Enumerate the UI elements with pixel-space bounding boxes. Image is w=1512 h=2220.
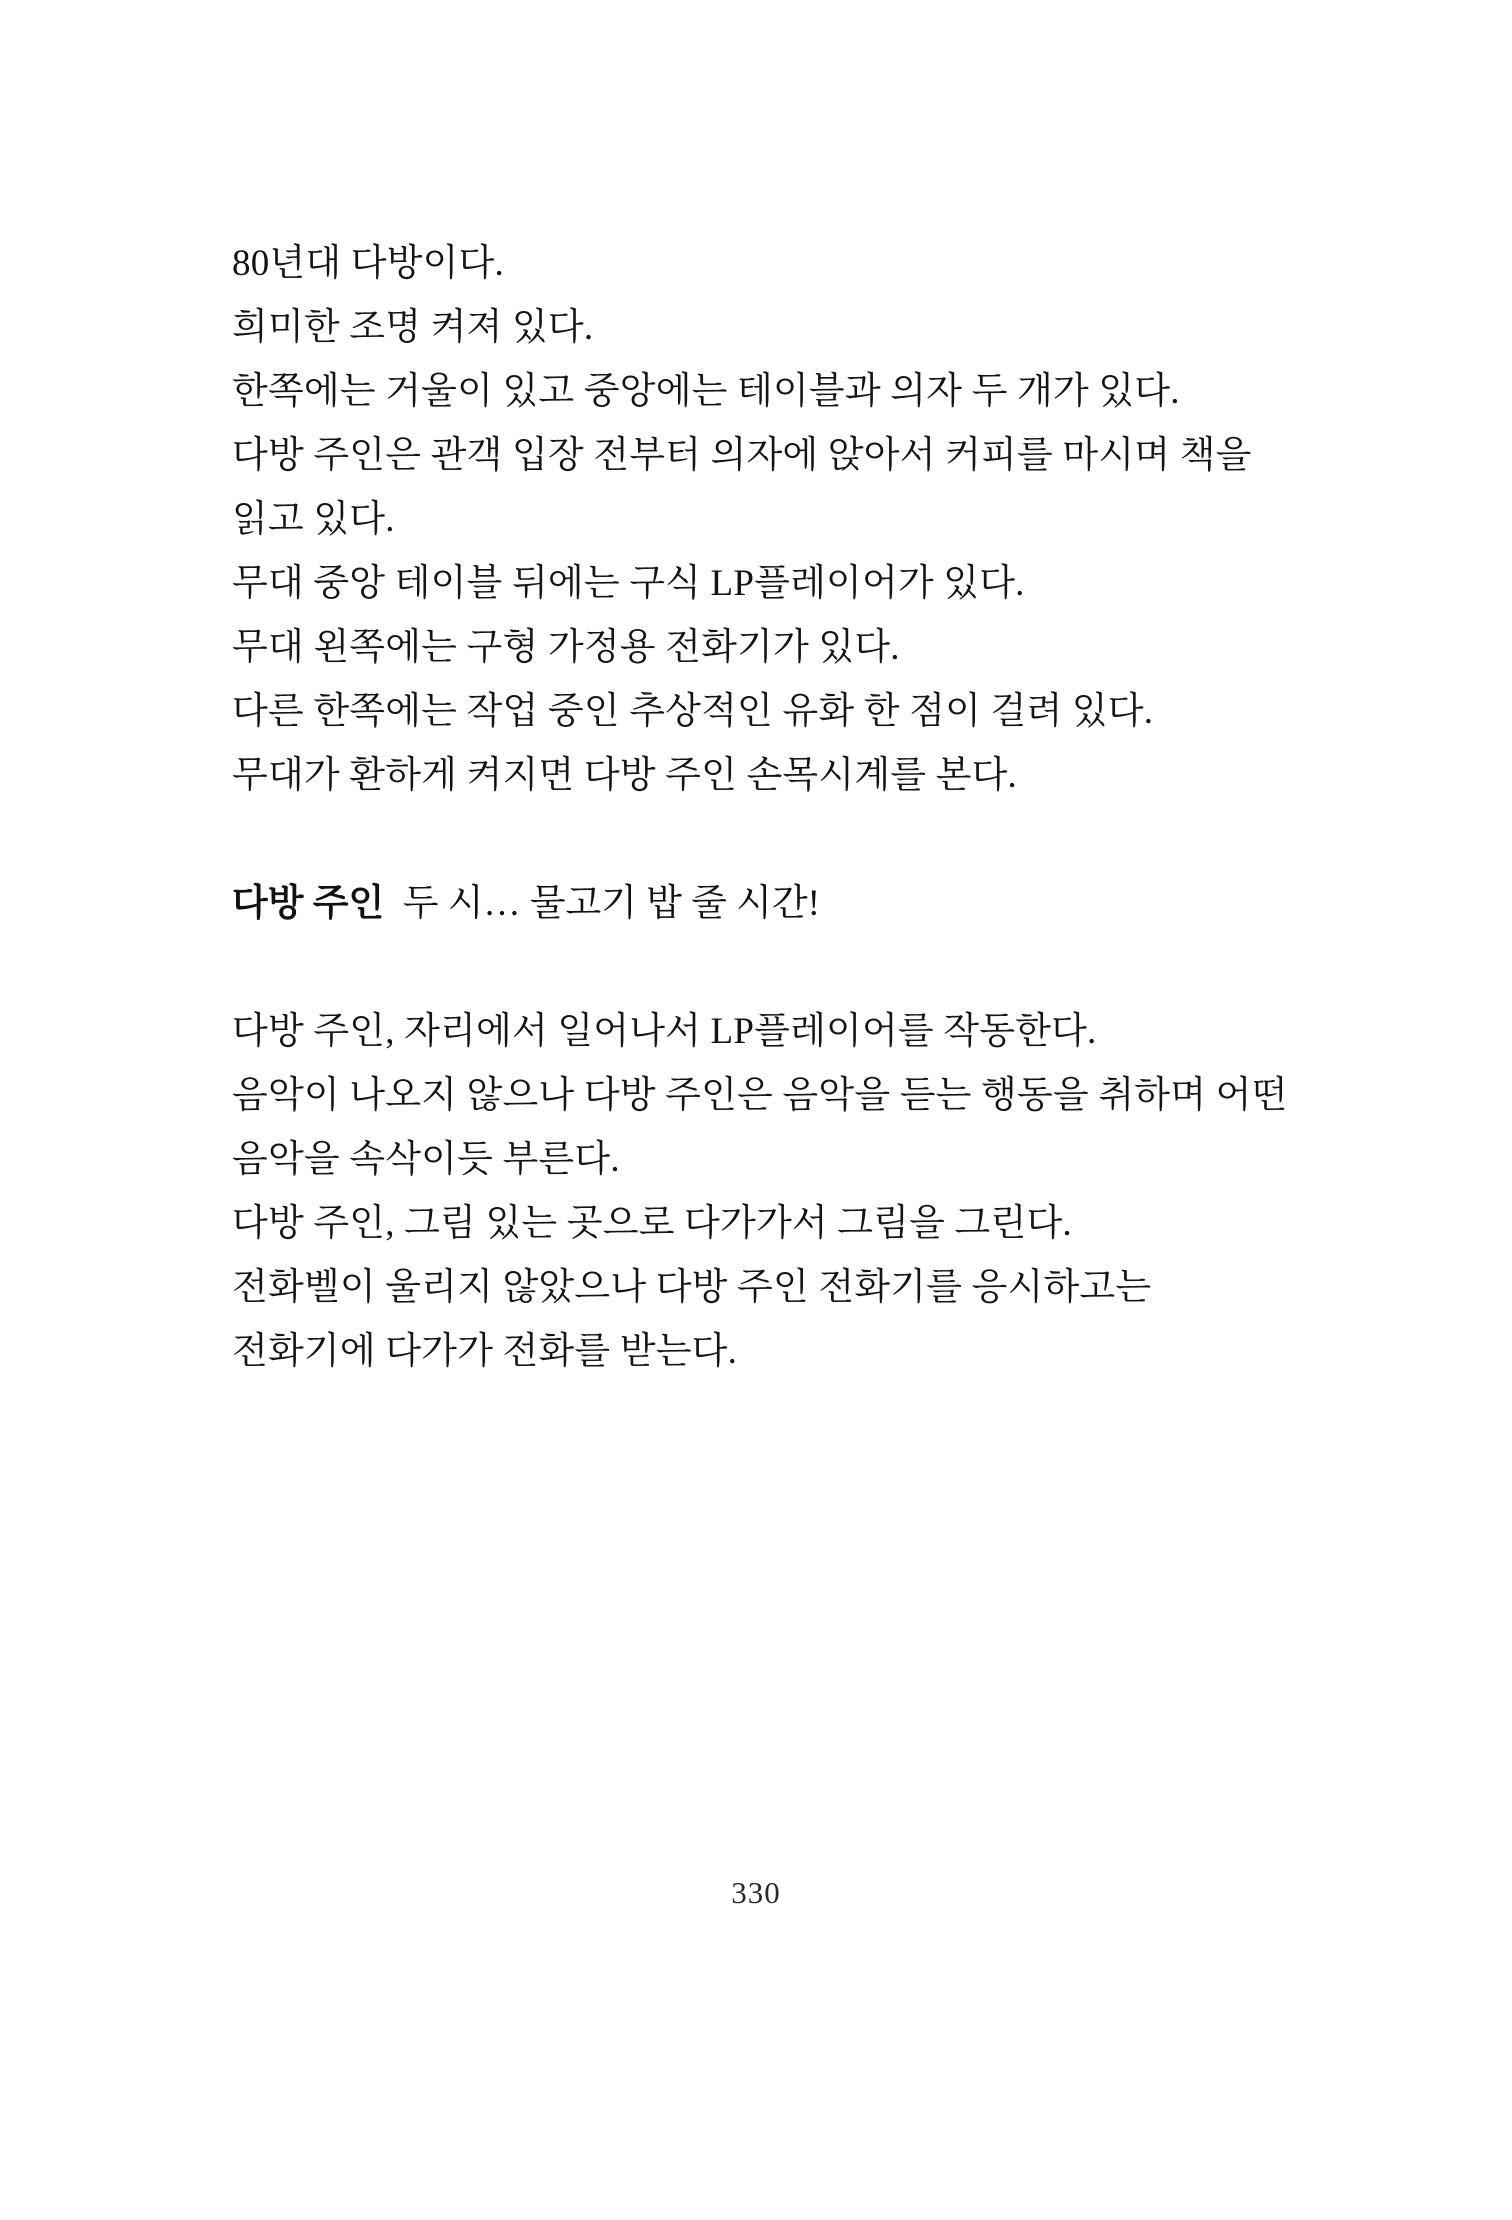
script-line: 전화벨이 울리지 않았으나 다방 주인 전화기를 응시하고는 전화기에 다가가 전화를 받는다. xyxy=(232,1267,1161,1372)
script-line: 다방 주인은 관객 입장 전부터 의자에 앉아서 커피를 마시며 책을 읽고 있다. xyxy=(232,435,1261,540)
dialogue-speaker: 다방 주인 xyxy=(232,883,385,924)
script-line: 음악이 나오지 않으나 다방 주인은 음악을 듣는 행동을 취하며 어떤 음악을 속삭이듯 부른다. xyxy=(232,1075,1297,1180)
script-line: 한쪽에는 거울이 있고 중앙에는 테이블과 의자 두 개가 있다. xyxy=(232,371,1180,412)
page-number: 330 xyxy=(731,1875,781,1910)
script-line: 무대 왼쪽에는 구형 가정용 전화기가 있다. xyxy=(232,627,900,668)
page-body xyxy=(232,232,1297,1384)
paragraph-spacer xyxy=(232,808,1292,872)
paragraph-spacer xyxy=(232,936,1292,1000)
dialogue-line xyxy=(232,872,1292,936)
script-line: 다방 주인, 그림 있는 곳으로 다가가서 그림을 그린다. xyxy=(232,1203,1072,1244)
script-line: 80년대 다방이다. xyxy=(232,243,504,284)
script-line: 희미한 조명 켜져 있다. xyxy=(232,307,594,348)
script-line: 무대 중앙 테이블 뒤에는 구식 LP플레이어가 있다. xyxy=(232,563,1025,604)
script-line: 무대가 환하게 켜지면 다방 주인 손목시계를 본다. xyxy=(232,755,1017,796)
script-line: 다른 한쪽에는 작업 중인 추상적인 유화 한 점이 걸려 있다. xyxy=(232,691,1154,732)
script-line: 다방 주인, 자리에서 일어나서 LP플레이어를 작동한다. xyxy=(232,1011,1097,1052)
dialogue-text: 두 시… 물고기 밥 줄 시간! xyxy=(402,883,820,924)
